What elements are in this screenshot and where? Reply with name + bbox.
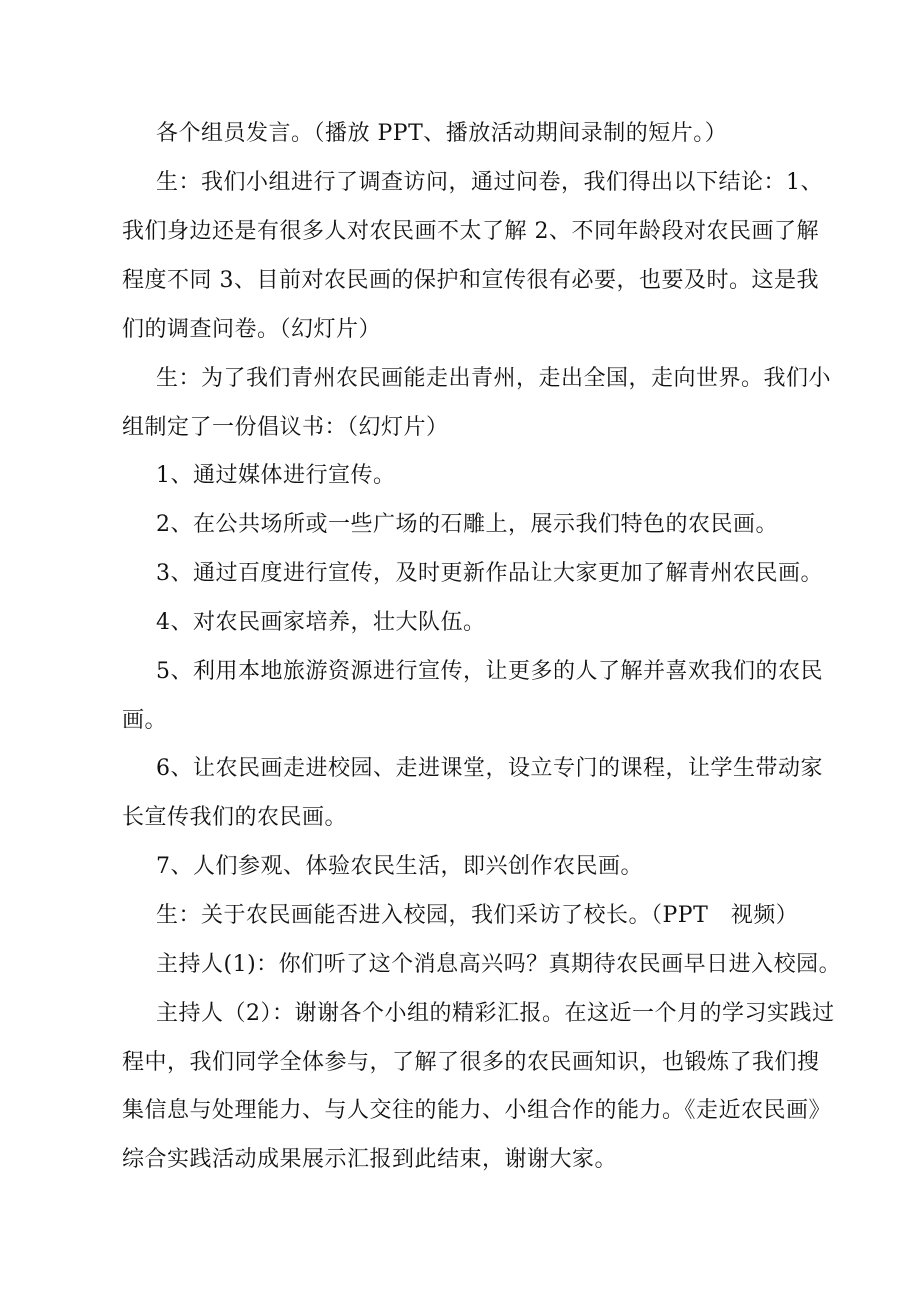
paragraph-line-19: 主持人（2）：谢谢各个小组的精彩汇报。在这近一个月的学习实践过: [156, 1001, 835, 1026]
list-item-5-cont: 画。: [122, 708, 168, 733]
list-item-4: 4、对农民画家培养，壮大队伍。: [156, 610, 486, 635]
list-item-2: 2、在公共场所或一些广场的石雕上，展示我们特色的农民画。: [156, 512, 778, 537]
paragraph-line-21: 集信息与处理能力、与人交往的能力、小组合作的能力。《走近农民画》: [122, 1098, 832, 1123]
paragraph-line-5: 们的调查问卷。（幻灯片）: [122, 317, 382, 342]
paragraph-line-1: 各个组员发言。（播放 PPT、播放活动期间录制的短片。）: [156, 121, 728, 146]
paragraph-line-4: 程度不同 3、目前对农民画的保护和宣传很有必要，也要及时。这是我: [122, 268, 819, 293]
paragraph-line-22: 综合实践活动成果展示汇报到此结束，谢谢大家。: [122, 1147, 618, 1172]
paragraph-line-20: 程中，我们同学全体参与，了解了很多的农民画知识，也锻炼了我们搜: [122, 1050, 820, 1075]
list-item-3: 3、通过百度进行宣传，及时更新作品让大家更加了解青州农民画。: [156, 561, 823, 586]
list-item-6: 6、让农民画走进校园、走进课堂，设立专门的课程，让学生带动家: [156, 756, 823, 781]
list-item-7: 7、人们参观、体验农民生活，即兴创作农民画。: [156, 854, 643, 879]
list-item-1: 1、通过媒体进行宣传。: [156, 463, 396, 488]
paragraph-line-17: 生：关于农民画能否进入校园，我们采访了校长。（PPT 视频）: [156, 903, 799, 928]
paragraph-line-6: 生：为了我们青州农民画能走出青州，走出全国，走向世界。我们小: [156, 366, 832, 391]
paragraph-line-18: 主持人(1)：你们听了这个消息高兴吗？真期待农民画早日进入校园。: [156, 952, 842, 977]
list-item-5: 5、利用本地旅游资源进行宣传，让更多的人了解并喜欢我们的农民: [156, 659, 823, 684]
paragraph-line-3: 我们身边还是有很多人对农民画不太了解 2、不同年龄段对农民画了解: [122, 219, 819, 244]
list-item-6-cont: 长宣传我们的农民画。: [122, 805, 348, 830]
paragraph-line-7: 组制定了一份倡议书：（幻灯片）: [122, 415, 449, 440]
paragraph-line-2: 生：我们小组进行了调查访问，通过问卷，我们得出以下结论：1、: [156, 170, 823, 195]
